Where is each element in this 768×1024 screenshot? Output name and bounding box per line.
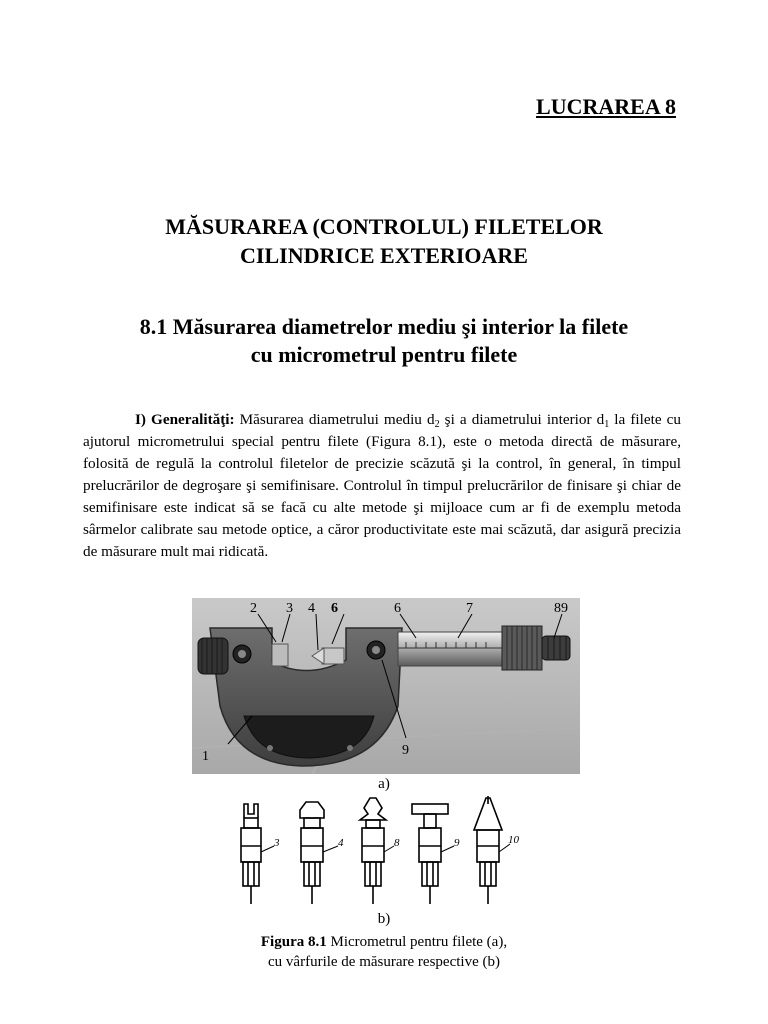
body-paragraph: [83, 409, 681, 563]
tip-label-3: 3: [274, 837, 280, 849]
tip-label-4: 4: [338, 837, 344, 849]
lab-number: LUCRAREA 8: [536, 94, 676, 119]
section-title: [0, 313, 768, 369]
tip-label-10: 10: [508, 834, 519, 846]
micrometer-photo: [192, 598, 580, 774]
photo-label-9: 9: [402, 743, 409, 758]
photo-label-6b: 6: [394, 601, 401, 616]
paragraph-text-1: Măsurarea diametrului mediu d: [234, 411, 435, 428]
subfigure-b-label: b): [377, 911, 391, 927]
figure-caption: [0, 932, 768, 972]
measuring-tips-drawing: [234, 796, 526, 916]
paragraph-lead: I) Generalităţi:: [135, 411, 235, 428]
photo-label-2: 2: [250, 601, 257, 616]
photo-label-89: 89: [554, 601, 568, 616]
tip-label-8: 8: [394, 837, 400, 849]
subfigure-a-label: a): [378, 776, 390, 792]
main-title-line1: MĂSURAREA (CONTROLUL) FILETELOR: [165, 214, 603, 239]
figure-caption-number: Figura 8.1: [260, 934, 327, 950]
figure-caption-line2: cu vârfurile de măsurare respective (b): [268, 954, 500, 970]
section-title-line2: cu micrometrul pentru filete: [250, 342, 518, 367]
tip-label-9: 9: [454, 837, 460, 849]
subscript-2: 2: [434, 419, 440, 430]
photo-label-7: 7: [466, 601, 473, 616]
photo-label-1: 1: [202, 749, 209, 764]
photo-label-4: 4: [308, 601, 315, 616]
main-title-line2: CILINDRICE EXTERIOARE: [240, 243, 528, 268]
figure-caption-line1: Micrometrul pentru filete (a),: [326, 934, 508, 950]
main-title: [0, 212, 768, 270]
paragraph-text-3: la filete cu ajutorul micrometrului special pentru filete (Figura 8.1), este o metoda directă de măsurare, folosită de regulă la controlul filetelor de precizie scăzută şi la control, în general, în timpul prelucrărilor de degroşare şi semifinisare. Controlul în timpul prelucrărilor de finisare şi chiar de semifinisare este indicat să se facă cu alte metode şi mijloace cum ar fi de exemplu metoda sârmelor calibrate sau metode optice, a căror productivitate este mai scăzută, dar asigură precizia de măsurare mult mai ridicată.: [83, 411, 681, 560]
subscript-1: 1: [604, 419, 610, 430]
paragraph-text-2: şi a diametrului interior d: [439, 411, 605, 428]
photo-label-6a: 6: [331, 601, 338, 616]
photo-label-3: 3: [286, 601, 293, 616]
section-title-line1: 8.1 Măsurarea diametrelor mediu şi interior la filete: [139, 314, 629, 339]
